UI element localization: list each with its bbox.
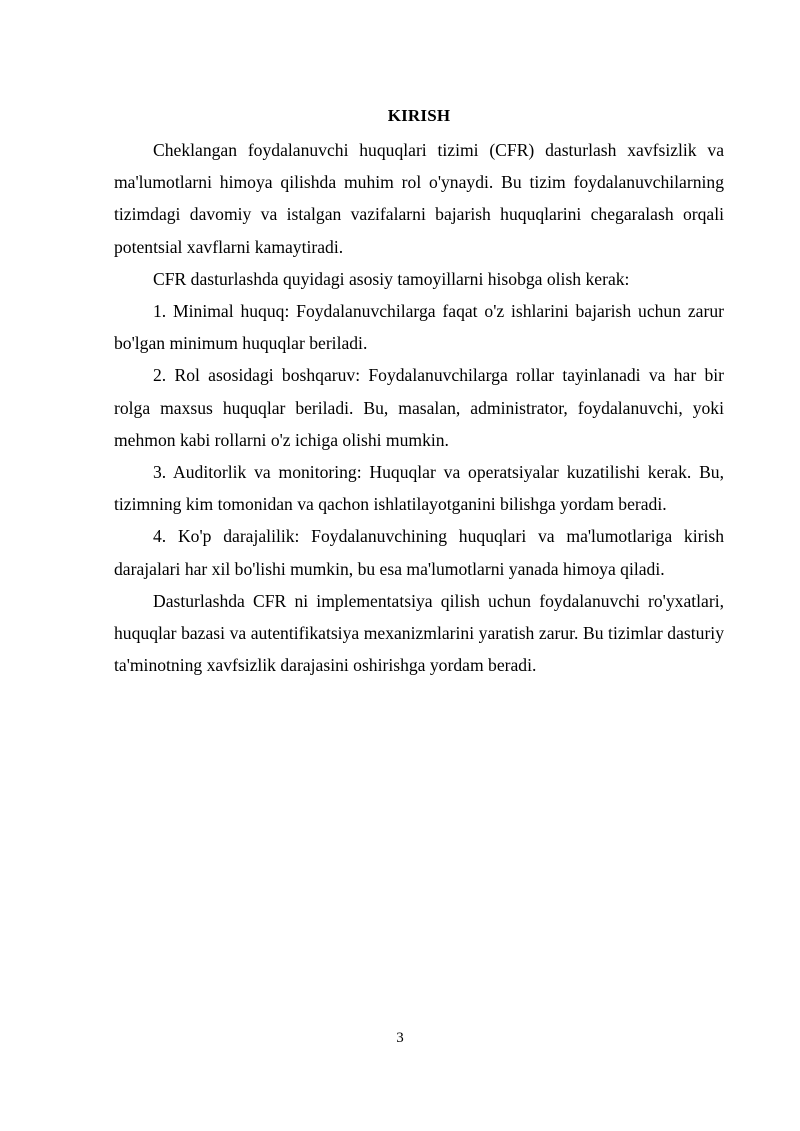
paragraph-principle-4: 4. Ko'p darajalilik: Foydalanuvchining huquqlari va ma'lumotlariga kirish darajalari har xil bo'lishi mumkin, bu esa ma'lumotlarni yanada himoya qiladi. bbox=[114, 526, 724, 579]
page-number: 3 bbox=[396, 1030, 404, 1046]
paragraph-principle-3: 3. Auditorlik va monitoring: Huquqlar va operatsiyalar kuzatilishi kerak. Bu, tizimning kim tomonidan va qachon ishlatilayotganini bilishga yordam beradi. bbox=[114, 462, 724, 515]
paragraph-principles-lead: CFR dasturlashda quyidagi asosiy tamoyillarni hisobga olish kerak: bbox=[153, 268, 630, 289]
paragraph-principle-2: 2. Rol asosidagi boshqaruv: Foydalanuvchilarga rollar tayinlanadi va har bir rolga maxsus huquqlar beriladi. Bu, masalan, administrator, foydalanuvchi, yoki mehmon kabi rollarni o'z ichiga olishi mumkin. bbox=[114, 365, 724, 450]
paragraph-intro: Cheklangan foydalanuvchi huquqlari tizimi (CFR) dasturlash xavfsizlik va ma'lumotlarni himoya qilishda muhim rol o'ynaydi. Bu tizim foydalanuvchilarning tizimdagi davomiy va istalgan vazifalarni bajarish huquqlarini chegaralash orqali potentsial xavflarni kamaytiradi. bbox=[114, 140, 724, 257]
page-content bbox=[114, 104, 724, 681]
page-title: KIRISH bbox=[387, 106, 451, 125]
paragraph-principle-1: 1. Minimal huquq: Foydalanuvchilarga faqat o'z ishlarini bajarish uchun zarur bo'lgan minimum huquqlar beriladi. bbox=[114, 301, 724, 354]
paragraph-conclusion: Dasturlashda CFR ni implementatsiya qilish uchun foydalanuvchi ro'yxatlari, huquqlar bazasi va autentifikatsiya mexanizmlarini yaratish zarur. Bu tizimlar dasturiy ta'minotning xavfsizlik darajasini oshirishga yordam beradi. bbox=[114, 590, 724, 676]
